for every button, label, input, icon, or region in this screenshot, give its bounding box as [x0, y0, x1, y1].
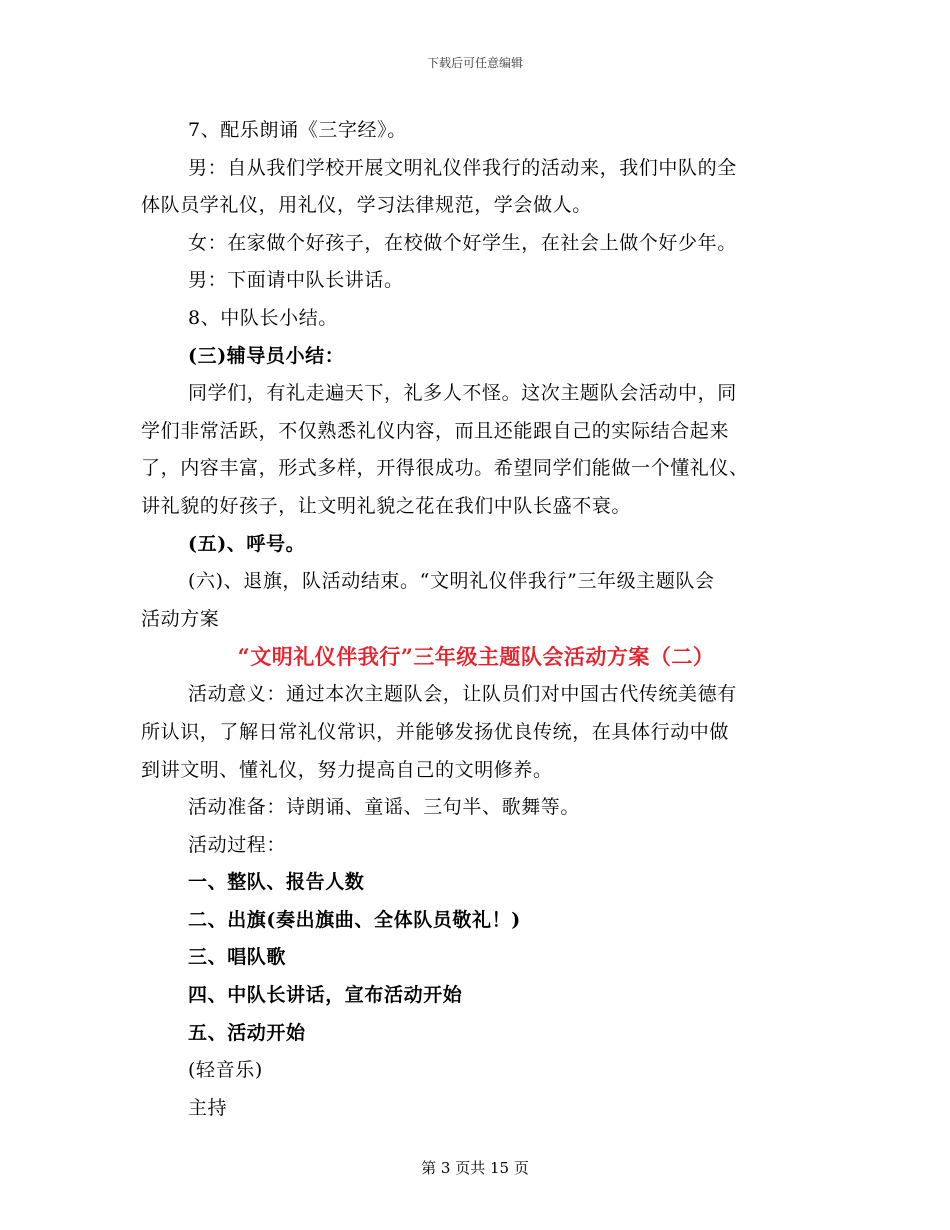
- paragraph-line: (轻音乐): [188, 1059, 263, 1082]
- paragraph-line: 7、配乐朗诵《三字经》。: [188, 119, 407, 141]
- document-title: “文明礼仪伴我行”三年级主题队会活动方案（二）: [237, 644, 715, 670]
- paragraph-line: 体队员学礼仪，用礼仪，学习法律规范，学会做人。: [141, 194, 592, 217]
- section-heading: 五、活动开始: [188, 1021, 306, 1044]
- page-header: 下载后可任意编辑: [426, 56, 523, 70]
- section-heading: 四、中队长讲话，宣布活动开始: [188, 984, 463, 1007]
- paragraph-line: (六)、退旗，队活动结束。“文明礼仪伴我行”三年级主题队会: [188, 570, 715, 593]
- paragraph-line: 同学们，有礼走遍天下，礼多人不怪。这次主题队会活动中，同: [188, 382, 737, 405]
- paragraph-line: 女：在家做个好孩子，在校做个好学生，在社会上做个好少年。: [188, 231, 737, 254]
- paragraph-line: 男：下面请中队长讲话。: [188, 269, 404, 292]
- paragraph-line: 学们非常活跃，不仅熟悉礼仪内容，而且还能跟自己的实际结合起来: [141, 419, 730, 442]
- paragraph-line: 所认识，了解日常礼仪常识，并能够发扬优良传统，在具体行动中做: [141, 720, 730, 743]
- section-heading: (五)、呼号。: [188, 532, 306, 555]
- paragraph-line: 活动过程：: [188, 833, 287, 856]
- paragraph-line: 活动方案: [141, 607, 220, 630]
- section-heading: 三、唱队歌: [188, 946, 287, 969]
- paragraph-line: 了，内容丰富，形式多样，开得很成功。希望同学们能做一个懂礼仪、: [141, 457, 749, 480]
- paragraph-line: 主持: [188, 1096, 228, 1119]
- paragraph-line: 活动准备：诗朗诵、童谣、三句半、歌舞等。: [188, 796, 581, 819]
- paragraph-line: 讲礼貌的好孩子，让文明礼貌之花在我们中队长盛不衰。: [141, 494, 632, 517]
- paragraph-line: 到讲文明、懂礼仪，努力提高自己的文明修养。: [141, 758, 553, 781]
- document-body: [141, 112, 811, 1127]
- paragraph-line: 男：自从我们学校开展文明礼仪伴我行的活动来，我们中队的全: [188, 156, 737, 179]
- section-heading: (三)辅导员小结：: [188, 344, 345, 367]
- section-heading: 一、整队、报告人数: [188, 871, 365, 894]
- page-footer: 第 3 页共 15 页: [421, 1159, 529, 1177]
- section-heading: 二、出旗(奏出旗曲、全体队员敬礼！): [188, 908, 521, 931]
- paragraph-line: 8、中队长小结。: [188, 306, 338, 329]
- paragraph-line: 活动意义：通过本次主题队会，让队员们对中国古代传统美德有: [188, 683, 737, 706]
